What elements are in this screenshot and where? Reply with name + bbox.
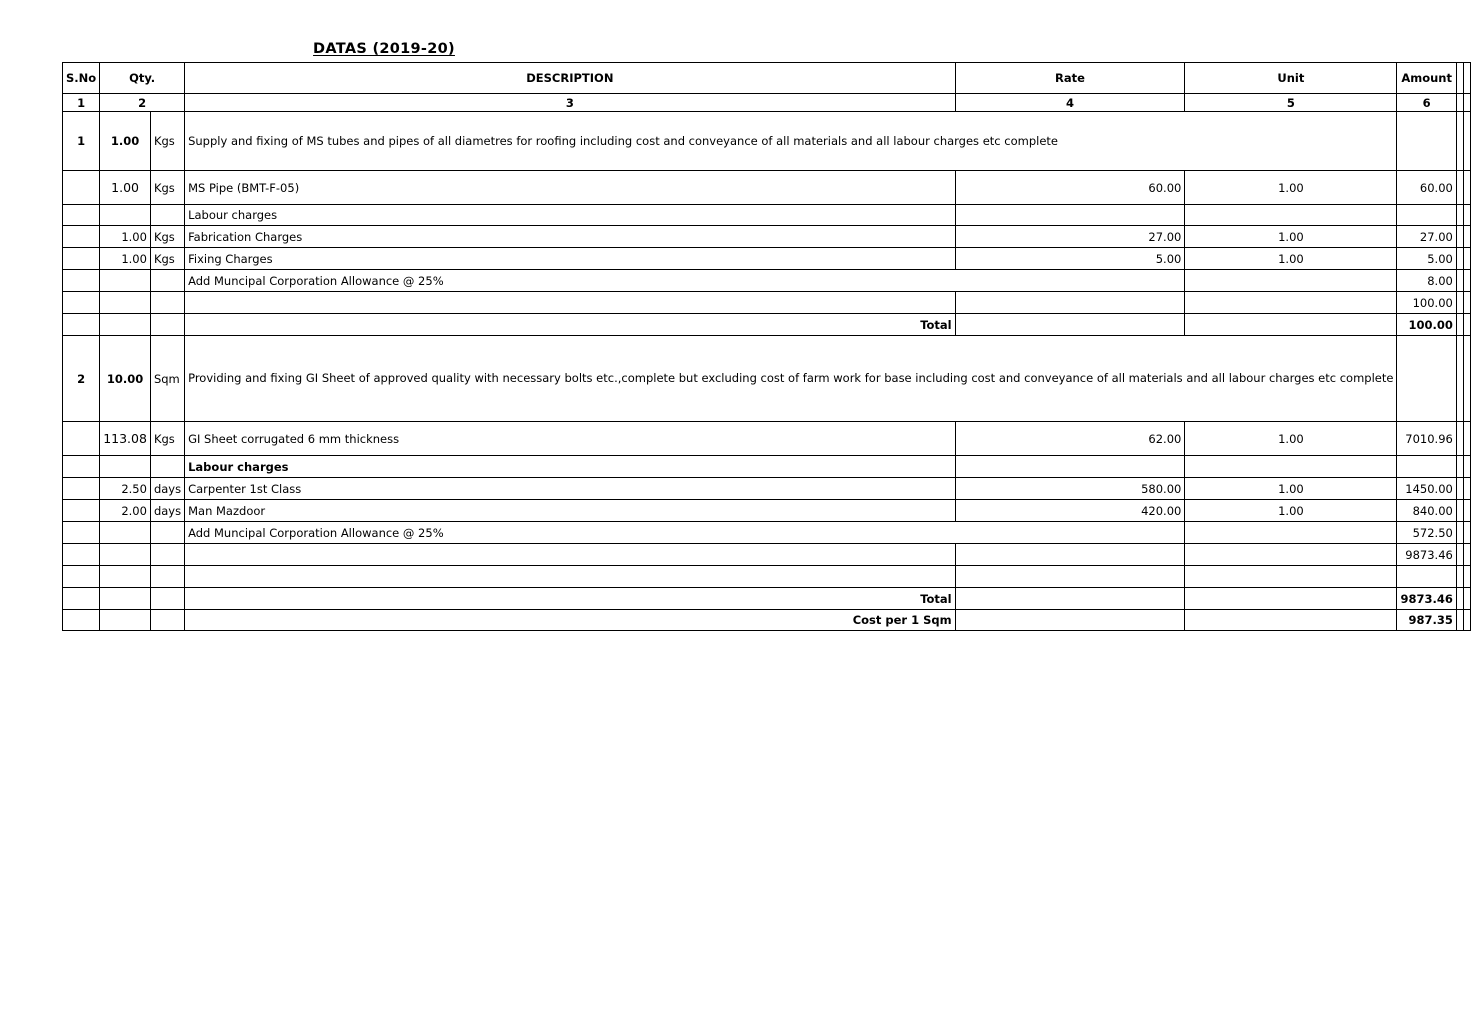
qty-unit-cell	[150, 566, 184, 588]
qty-cell: 113.08	[100, 422, 151, 456]
blank-cell	[1463, 336, 1470, 422]
description-cell: GI Sheet corrugated 6 mm thickness	[185, 422, 956, 456]
qty-unit-cell	[150, 270, 184, 292]
description-cell: Labour charges	[185, 205, 956, 226]
qty-unit-cell	[150, 522, 184, 544]
qty-unit-cell: Kgs	[150, 112, 184, 171]
amount-cell: 840.00	[1397, 500, 1456, 522]
qty-cell: 1.00	[100, 248, 151, 270]
column-number-row	[63, 94, 1471, 112]
sno-cell	[63, 422, 100, 456]
table-row	[63, 478, 1471, 500]
qty-cell	[100, 456, 151, 478]
table-row	[63, 500, 1471, 522]
column-number: 2	[100, 94, 185, 112]
sno-cell: 2	[63, 336, 100, 422]
blank-cell	[1456, 94, 1463, 112]
blank-cell	[1463, 171, 1470, 205]
qty-unit-cell: Sqm	[150, 336, 184, 422]
header-blank	[1463, 63, 1470, 94]
table-row	[63, 422, 1471, 456]
rate-cell: 5.00	[955, 248, 1185, 270]
table-row	[63, 566, 1471, 588]
unit-cell: 1.00	[1185, 226, 1397, 248]
qty-unit-cell	[150, 588, 184, 610]
description-cell: Providing and fixing GI Sheet of approved quality with necessary bolts etc.,complete but excluding cost of farm work for base including cost and conveyance of all materials and all labour charges etc complete	[185, 336, 1397, 422]
qty-unit-cell: Kgs	[150, 171, 184, 205]
sno-cell	[63, 500, 100, 522]
qty-cell	[100, 566, 151, 588]
amount-cell: 1450.00	[1397, 478, 1456, 500]
rate-cell	[955, 292, 1185, 314]
column-number: 4	[955, 94, 1185, 112]
sno-cell	[63, 205, 100, 226]
qty-unit-cell	[150, 314, 184, 336]
sno-cell	[63, 566, 100, 588]
description-cell: Add Muncipal Corporation Allowance @ 25%	[185, 522, 1185, 544]
table-row	[63, 336, 1471, 422]
blank-cell	[1463, 292, 1470, 314]
blank-cell	[1463, 610, 1470, 631]
column-number: 3	[185, 94, 956, 112]
amount-cell: 9873.46	[1397, 544, 1456, 566]
sno-cell	[63, 248, 100, 270]
unit-cell	[1185, 456, 1397, 478]
cost-per-sqm-amount: 987.35	[1397, 610, 1456, 631]
qty-cell: 1.00	[100, 226, 151, 248]
amount-cell: 5.00	[1397, 248, 1456, 270]
qty-unit-cell	[150, 292, 184, 314]
qty-unit-cell	[150, 205, 184, 226]
qty-unit-cell: days	[150, 478, 184, 500]
unit-cell	[1185, 205, 1397, 226]
rate-cell	[955, 566, 1185, 588]
header-qty: Qty.	[100, 63, 185, 94]
sno-cell	[63, 610, 100, 631]
blank-cell	[1456, 610, 1463, 631]
unit-cell: 1.00	[1185, 478, 1397, 500]
header-rate: Rate	[955, 63, 1185, 94]
blank-cell	[1456, 248, 1463, 270]
qty-unit-cell: days	[150, 500, 184, 522]
rate-cell: 62.00	[955, 422, 1185, 456]
description-cell: Carpenter 1st Class	[185, 478, 956, 500]
amount-cell: 100.00	[1397, 292, 1456, 314]
unit-cell	[1185, 610, 1397, 631]
header-blank	[1456, 63, 1463, 94]
document-title: DATAS (2019-20)	[313, 41, 455, 57]
qty-cell: 2.00	[100, 500, 151, 522]
amount-cell: 8.00	[1397, 270, 1456, 292]
blank-cell	[1463, 248, 1470, 270]
blank-cell	[1463, 456, 1470, 478]
table-row	[63, 292, 1471, 314]
unit-cell	[1185, 270, 1397, 292]
blank-cell	[1456, 171, 1463, 205]
description-cell: Supply and fixing of MS tubes and pipes of all diametres for roofing including cost and conveyance of all materials and all labour charges etc complete	[185, 112, 1397, 171]
sno-cell	[63, 226, 100, 248]
table-row	[63, 456, 1471, 478]
amount-cell	[1397, 112, 1456, 171]
blank-cell	[1456, 205, 1463, 226]
unit-cell: 1.00	[1185, 171, 1397, 205]
blank-cell	[1456, 500, 1463, 522]
qty-cell	[100, 588, 151, 610]
amount-cell: 572.50	[1397, 522, 1456, 544]
total-amount: 9873.46	[1397, 588, 1456, 610]
total-label: Total	[185, 588, 956, 610]
qty-cell	[100, 544, 151, 566]
qty-cell: 1.00	[100, 112, 151, 171]
rate-cell	[955, 205, 1185, 226]
qty-cell	[100, 610, 151, 631]
qty-cell: 2.50	[100, 478, 151, 500]
blank-cell	[1456, 522, 1463, 544]
blank-cell	[1463, 544, 1470, 566]
description-cell: Fabrication Charges	[185, 226, 956, 248]
blank-cell	[1463, 422, 1470, 456]
total-amount: 100.00	[1397, 314, 1456, 336]
table-row	[63, 270, 1471, 292]
blank-cell	[1456, 566, 1463, 588]
rate-cell: 580.00	[955, 478, 1185, 500]
description-cell: Add Muncipal Corporation Allowance @ 25%	[185, 270, 1185, 292]
column-number: 1	[63, 94, 100, 112]
qty-cell: 1.00	[100, 171, 151, 205]
sno-cell	[63, 292, 100, 314]
rate-cell	[955, 314, 1185, 336]
table-row	[63, 112, 1471, 171]
blank-cell	[1456, 270, 1463, 292]
rate-cell	[955, 456, 1185, 478]
rate-cell: 420.00	[955, 500, 1185, 522]
amount-cell	[1397, 205, 1456, 226]
unit-cell	[1185, 314, 1397, 336]
blank-cell	[1456, 544, 1463, 566]
total-row	[63, 588, 1471, 610]
unit-cell: 1.00	[1185, 500, 1397, 522]
qty-unit-cell: Kgs	[150, 422, 184, 456]
rate-cell: 60.00	[955, 171, 1185, 205]
qty-cell	[100, 270, 151, 292]
blank-cell	[1456, 456, 1463, 478]
qty-cell	[100, 314, 151, 336]
blank-cell	[1463, 226, 1470, 248]
blank-cell	[1456, 478, 1463, 500]
blank-cell	[1456, 336, 1463, 422]
rate-cell: 27.00	[955, 226, 1185, 248]
blank-cell	[1463, 566, 1470, 588]
amount-cell	[1397, 336, 1456, 422]
blank-cell	[1463, 522, 1470, 544]
unit-cell	[1185, 522, 1397, 544]
blank-cell	[1463, 478, 1470, 500]
description-cell: Fixing Charges	[185, 248, 956, 270]
description-cell: Labour charges	[185, 456, 956, 478]
header-description: DESCRIPTION	[185, 63, 956, 94]
description-cell	[185, 292, 956, 314]
unit-cell	[1185, 566, 1397, 588]
blank-cell	[1463, 112, 1470, 171]
table-row	[63, 171, 1471, 205]
blank-cell	[1463, 205, 1470, 226]
description-cell: MS Pipe (BMT-F-05)	[185, 171, 956, 205]
header-row	[63, 63, 1471, 94]
description-cell	[185, 566, 956, 588]
amount-cell	[1397, 566, 1456, 588]
qty-unit-cell	[150, 610, 184, 631]
rate-cell	[955, 588, 1185, 610]
table-row	[63, 205, 1471, 226]
rate-cell	[955, 544, 1185, 566]
table-row	[63, 544, 1471, 566]
blank-cell	[1456, 226, 1463, 248]
sno-cell	[63, 456, 100, 478]
total-label: Total	[185, 314, 956, 336]
sno-cell	[63, 270, 100, 292]
unit-cell: 1.00	[1185, 422, 1397, 456]
amount-cell: 7010.96	[1397, 422, 1456, 456]
total-row	[63, 314, 1471, 336]
blank-cell	[1463, 270, 1470, 292]
table-row	[63, 248, 1471, 270]
blank-cell	[1463, 500, 1470, 522]
sno-cell	[63, 522, 100, 544]
blank-cell	[1456, 588, 1463, 610]
sno-cell: 1	[63, 112, 100, 171]
cost-per-sqm-label: Cost per 1 Sqm	[185, 610, 956, 631]
qty-cell: 10.00	[100, 336, 151, 422]
qty-unit-cell	[150, 456, 184, 478]
amount-cell: 60.00	[1397, 171, 1456, 205]
qty-unit-cell	[150, 544, 184, 566]
amount-cell	[1397, 456, 1456, 478]
blank-cell	[1456, 422, 1463, 456]
header-amount: Amount	[1397, 63, 1456, 94]
rate-cell	[955, 610, 1185, 631]
blank-cell	[1456, 112, 1463, 171]
blank-cell	[1463, 94, 1470, 112]
column-number: 5	[1185, 94, 1397, 112]
blank-cell	[1463, 314, 1470, 336]
sno-cell	[63, 314, 100, 336]
unit-cell: 1.00	[1185, 248, 1397, 270]
sno-cell	[63, 171, 100, 205]
qty-unit-cell: Kgs	[150, 248, 184, 270]
qty-cell	[100, 292, 151, 314]
cost-per-sqm-row	[63, 610, 1471, 631]
table-row	[63, 226, 1471, 248]
unit-cell	[1185, 544, 1397, 566]
header-sno: S.No	[63, 63, 100, 94]
description-cell	[185, 544, 956, 566]
blank-cell	[1456, 314, 1463, 336]
unit-cell	[1185, 588, 1397, 610]
amount-cell: 27.00	[1397, 226, 1456, 248]
blank-cell	[1463, 588, 1470, 610]
sno-cell	[63, 478, 100, 500]
column-number: 6	[1397, 94, 1456, 112]
sno-cell	[63, 544, 100, 566]
table-row	[63, 522, 1471, 544]
qty-cell	[100, 522, 151, 544]
qty-unit-cell: Kgs	[150, 226, 184, 248]
description-cell: Man Mazdoor	[185, 500, 956, 522]
qty-cell	[100, 205, 151, 226]
rate-analysis-table	[62, 62, 1471, 631]
header-unit: Unit	[1185, 63, 1397, 94]
blank-cell	[1456, 292, 1463, 314]
sno-cell	[63, 588, 100, 610]
unit-cell	[1185, 292, 1397, 314]
